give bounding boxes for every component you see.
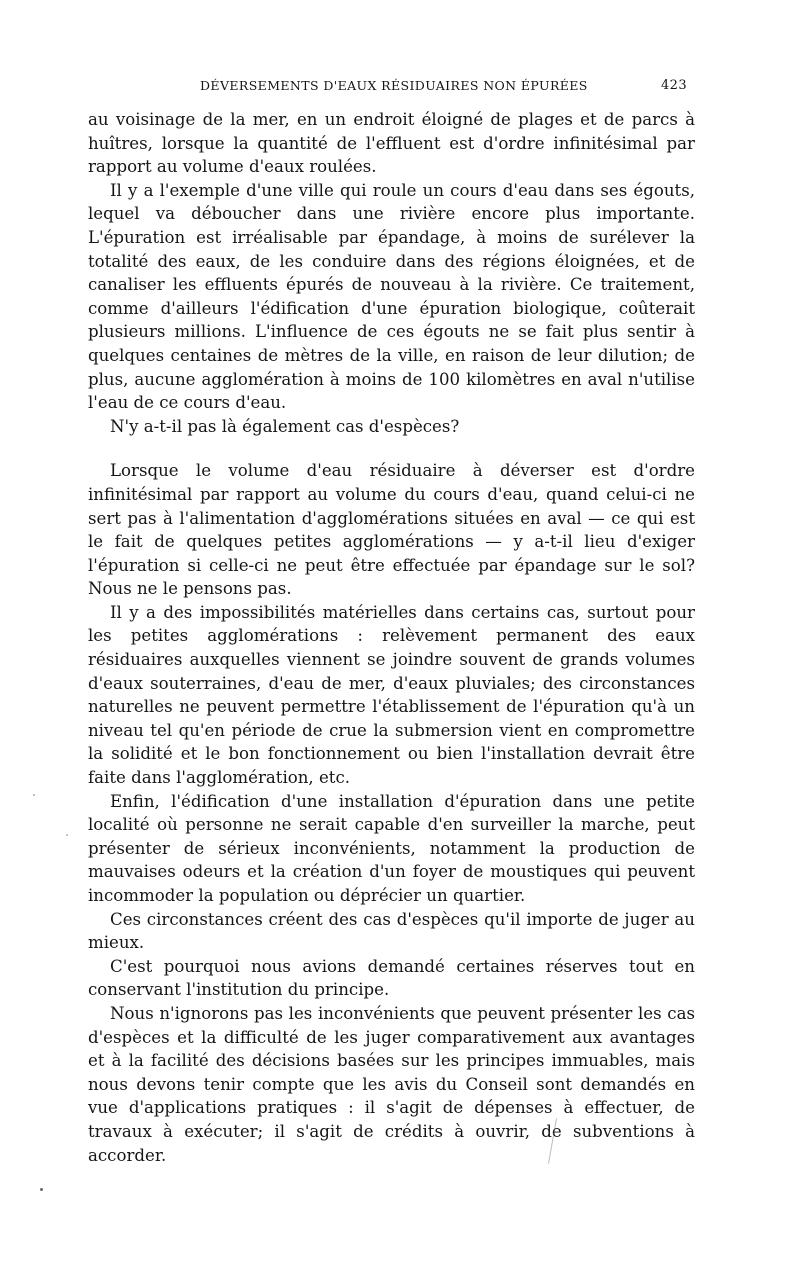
body-text (88, 108, 695, 1167)
scan-mark (40, 1188, 43, 1191)
paragraph-city-example: Il y a l'exemple d'une ville qui roule un cours d'eau dans ses égouts, lequel va déboucher dans une rivière encore plus importante. L'épuration est irréalisable par épandage, à moins de surélever la totalité des eaux, de les conduire dans des régions éloignées, et de canaliser les effluents épurés de nouveau à la rivière. Ce traitement, comme d'ailleurs l'édification d'une épuration biologique, coûterait plusieurs millions. L'influence de ces égouts ne se fait plus sentir à quelques centaines de mètres de la ville, en raison de leur dilution; de plus, aucune agglomération à moins de 100 kilomètres en aval n'utilise l'eau de ce cours d'eau. (88, 180, 695, 413)
running-title: DÉVERSEMENTS D'EAUX RÉSIDUAIRES NON ÉPURÉES (200, 78, 588, 93)
scan-mark (33, 794, 35, 796)
paragraph-continuation: au voisinage de la mer, en un endroit éloigné de plages et de parcs à huîtres, lorsque la quantité de l'effluent est d'ordre infinitésimal par rapport au volume d'eaux roulées. (88, 110, 695, 177)
paragraph-question: N'y a-t-il pas là également cas d'espèces? (110, 416, 460, 436)
running-header (88, 76, 695, 98)
paragraph-impossibilities: Il y a des impossibilités matérielles dans certains cas, surtout pour les petites agglomérations : relèvement permanent des eaux résiduaires auxquelles viennent se joindre souvent de grands volumes d'eaux souterraines, d'eau de mer, d'eaux pluviales; des circonstances naturelles ne peuvent permettre l'établissement de l'épuration qu'à un niveau tel qu'en période de crue la submersion vient en compromettre la solidité et le bon fonctionnement ou bien l'installation devrait être faite dans l'agglomération, etc. (88, 602, 695, 788)
paragraph-inconveniences: Enfin, l'édification d'une installation d'épuration dans une petite localité où personne ne serait capable d'en surveiller la marche, peut présenter de sérieux inconvénients, notamment la production de mauvaises odeurs et la création d'un foyer de moustiques qui peuvent incommoder la population ou déprécier un quartier. (88, 791, 695, 905)
scan-mark (66, 834, 68, 836)
page-number: 423 (660, 78, 687, 93)
paragraph-reserves: C'est pourquoi nous avions demandé certaines réserves tout en conservant l'institution du principe. (88, 956, 695, 1000)
paragraph-volume: Lorsque le volume d'eau résiduaire à déverser est d'ordre infinitésimal par rapport au volume du cours d'eau, quand celui-ci ne sert pas à l'alimentation d'agglomérations situées en aval — ce qui est le fait de quelques petites agglomérations — y a-t-il lieu d'exiger l'épuration si celle-ci ne peut être effectuée par épandage sur le sol? Nous ne le pensons pas. (88, 461, 695, 599)
paragraph-circumstances: Ces circonstances créent des cas d'espèces qu'il importe de juger au mieux. (88, 909, 695, 953)
book-page (88, 76, 695, 1167)
paragraph-conclusion: Nous n'ignorons pas les inconvénients que peuvent présenter les cas d'espèces et la difficulté de les juger comparativement aux avantages et à la facilité des décisions basées sur les principes immuables, mais nous devons tenir compte que les avis du Conseil sont demandés en vue d'applications pratiques : il s'agit de dépenses à effectuer, de travaux à exécuter; il s'agit de crédits à ouvrir, de subventions à accorder. (88, 1003, 695, 1165)
